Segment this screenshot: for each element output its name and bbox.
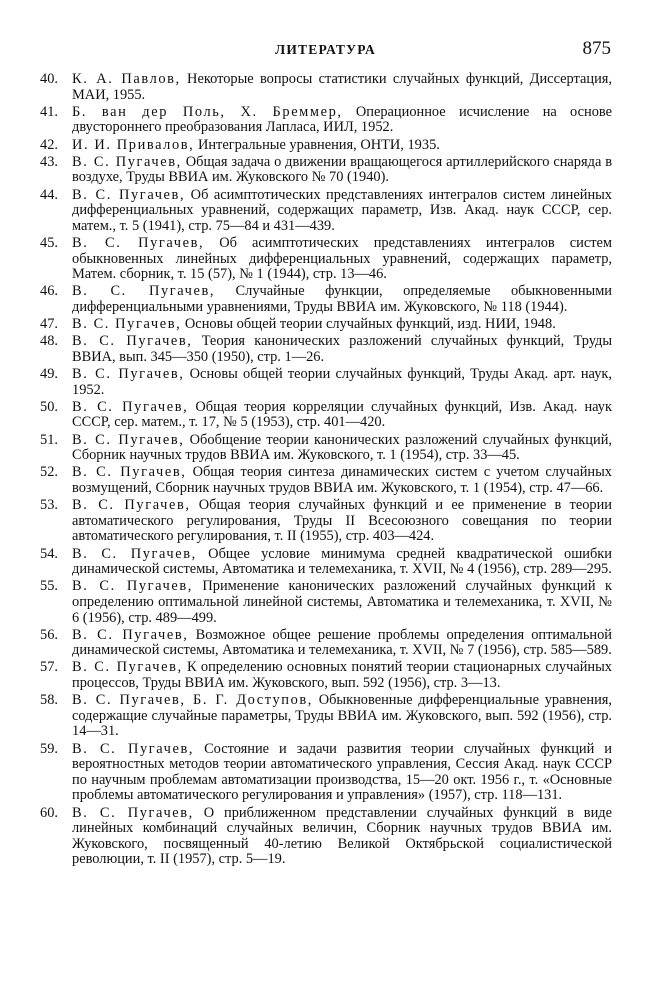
reference-text: Случайные функции, определяемые обыкновенными дифференциальными уравнениями, Труды ВВИА им. Жуковского, № 118 (1944). <box>72 283 613 315</box>
reference-number: 53. <box>40 497 58 514</box>
running-title: ЛИТЕРАТУРА <box>275 42 376 57</box>
reference-author: В. С. Пугачев, <box>72 740 195 757</box>
reference-item <box>40 547 612 578</box>
reference-author: В. С. Пугачев, <box>72 234 205 251</box>
reference-text: Общая теория корреляции случайных функций, Изв. Акад. наук СССР, сер. матем., т. 17, № 5 (1953), стр. 401—420. <box>72 398 612 431</box>
reference-item <box>40 806 612 868</box>
reference-author: В. С. Пугачев, <box>72 316 182 333</box>
reference-number: 49. <box>40 366 58 383</box>
reference-item <box>40 105 612 136</box>
reference-text: Общая задача о движении вращающегося артиллерийского снаряда в воздухе, Труды ВВИА им. Жуковского № 70 (1940). <box>72 153 612 186</box>
reference-text: Основы общей теории случайных функций, изд. НИИ, 1948. <box>181 316 556 333</box>
reference-author: В. С. Пугачев, <box>72 464 187 481</box>
reference-item <box>40 498 612 545</box>
reference-item <box>40 367 612 398</box>
reference-text: К определению основных понятий теории стационарных случайных процессов, Труды ВВИА им. Жуковского, вып. 592 (1956), стр. 3—13. <box>72 659 612 692</box>
reference-text: Общая теория синтеза динамических систем с учетом случайных возмущений, Сборник научных трудов ВВИА им. Жуковского, т. 1 (1954), стр. 47—66. <box>72 464 612 496</box>
reference-author: В. С. Пугачев, <box>72 659 183 676</box>
reference-author: В. С. Пугачев, <box>72 333 193 350</box>
reference-text: Некоторые вопросы статистики случайных функций, Диссертация, МАИ, 1955. <box>72 71 613 103</box>
reference-item <box>40 742 612 804</box>
reference-item <box>40 628 612 659</box>
reference-author: К. А. Павлов, <box>72 71 181 87</box>
reference-author: В. С. Пугачев, <box>72 626 189 643</box>
reference-text: Возможное общее решение проблемы определения оптимальной динамической системы, Автоматика и телемеханика, т. XVII, № 7 (1956), стр. 585—589. <box>72 626 612 659</box>
reference-text: Обыкновенные дифференциальные уравнения, содержащие случайные параметры, Труды ВВИА им. Жуковского, вып. 592 (1956), стр. 14—31. <box>72 692 613 740</box>
reference-item <box>40 334 612 365</box>
page-number: 875 <box>582 38 611 59</box>
reference-item <box>40 400 612 431</box>
reference-number: 51. <box>40 431 58 448</box>
reference-item <box>40 155 612 186</box>
reference-number: 42. <box>40 136 58 153</box>
reference-number: 46. <box>40 283 58 300</box>
reference-author: В. С. Пугачев, <box>72 545 197 562</box>
reference-number: 48. <box>40 333 58 350</box>
reference-author: В. С. Пугачев, <box>72 366 185 383</box>
page-header <box>40 38 611 62</box>
reference-number: 56. <box>40 626 58 643</box>
reference-author: В. С. Пугачев, <box>72 186 186 203</box>
reference-author: В. С. Пугачев, Б. Г. Доступов, <box>72 692 313 709</box>
reference-item <box>40 317 612 333</box>
reference-author: В. С. Пугачев, <box>72 398 189 415</box>
reference-item <box>40 465 612 496</box>
reference-text: Состояние и задачи развития теории случайных функций и вероятностных методов теории автоматического управления, Сессия Акад. наук СССР по научным проблемам автоматизации производства, 15—20 окт. 1956 г., т. «Основные проблемы автоматического регулирования и управления» (1957), стр. 118—131. <box>72 740 612 804</box>
reference-item <box>40 138 612 154</box>
reference-number: 41. <box>40 103 58 120</box>
reference-author: В. С. Пугачев, <box>72 431 185 448</box>
reference-number: 58. <box>40 692 58 709</box>
reference-text: Теория канонических разложений случайных функций, Труды ВВИА, вып. 345—350 (1950), стр. 1—26. <box>72 333 612 365</box>
reference-text: Основы общей теории случайных функций, Труды Акад. арт. наук, 1952. <box>72 366 612 398</box>
reference-text: Интегральные уравнения, ОНТИ, 1935. <box>194 136 440 153</box>
reference-number: 60. <box>40 804 58 821</box>
reference-text: Общее условие минимума средней квадратической ошибки динамической системы, Автоматика и телемеханика, т. XVII, № 4 (1956), стр. 289—295. <box>72 545 612 578</box>
reference-text: Обобщение теории канонических разложений случайных функций, Сборник научных трудов ВВИА им. Жуковского, т. 1 (1954), стр. 33—45. <box>72 431 612 464</box>
reference-text: Об асимптотических представлениях интегралов систем линейных дифференциальных уравнений, содержащих параметр, Изв. Акад. наук СССР, сер. матем., т. 5 (1941), стр. 75—84 и 431—439. <box>72 186 613 234</box>
reference-number: 45. <box>40 234 58 251</box>
reference-number: 55. <box>40 578 58 595</box>
reference-item <box>40 433 612 464</box>
reference-author: В. С. Пугачев, <box>72 578 193 595</box>
reference-item <box>40 72 612 103</box>
reference-text: О приближенном представлении случайных функций в виде линейных комбинаций случайных величин, Сборник научных трудов ВВИА им. Жуковского, посвященный 40-летию Великой Октябрьской социалистической революции, т. II (1957), стр. 5—19. <box>72 804 612 868</box>
reference-author: В. С. Пугачев, <box>72 497 191 514</box>
reference-number: 40. <box>40 71 58 87</box>
reference-author: В. С. Пугачев, <box>72 283 216 300</box>
reference-item <box>40 236 612 283</box>
reference-text: Об асимптотических представлениях интегралов систем обыкновенных линейных дифференциальных уравнений, содержащих параметр, Матем. сборник, т. 15 (57), № 1 (1944), стр. 13—46. <box>72 234 612 283</box>
reference-text: Общая теория случайных функций и ее применение в теории автоматического регулирования, Труды II Всесоюзного совещания по теории автоматического регулирования, т. II (1955), стр. 403—424. <box>72 497 612 545</box>
reference-number: 57. <box>40 659 58 676</box>
reference-number: 47. <box>40 316 58 333</box>
reference-author: В. С. Пугачев, <box>72 804 194 821</box>
reference-author: В. С. Пугачев, <box>72 153 182 170</box>
reference-item <box>40 284 612 315</box>
reference-text: Операционное исчисление на основе двустороннего преобразования Лапласа, ИИЛ, 1952. <box>72 103 612 136</box>
reference-number: 52. <box>40 464 58 481</box>
reference-item <box>40 693 612 740</box>
reference-text: Применение канонических разложений случайных функций к определению оптимальной линейной системы, Автоматика и телемеханика, т. XVII, № 6 (1956), стр. 489—499. <box>72 578 612 626</box>
reference-author: Б. ван дер Поль, Х. Бреммер, <box>72 103 343 120</box>
reference-number: 43. <box>40 153 58 170</box>
reference-number: 59. <box>40 740 58 757</box>
reference-item <box>40 660 612 691</box>
reference-number: 44. <box>40 186 58 203</box>
reference-author: И. И. Привалов, <box>72 136 195 153</box>
reference-number: 54. <box>40 545 58 562</box>
reference-number: 50. <box>40 398 58 415</box>
reference-item <box>40 579 612 626</box>
reference-list <box>40 72 612 870</box>
reference-item <box>40 188 612 235</box>
